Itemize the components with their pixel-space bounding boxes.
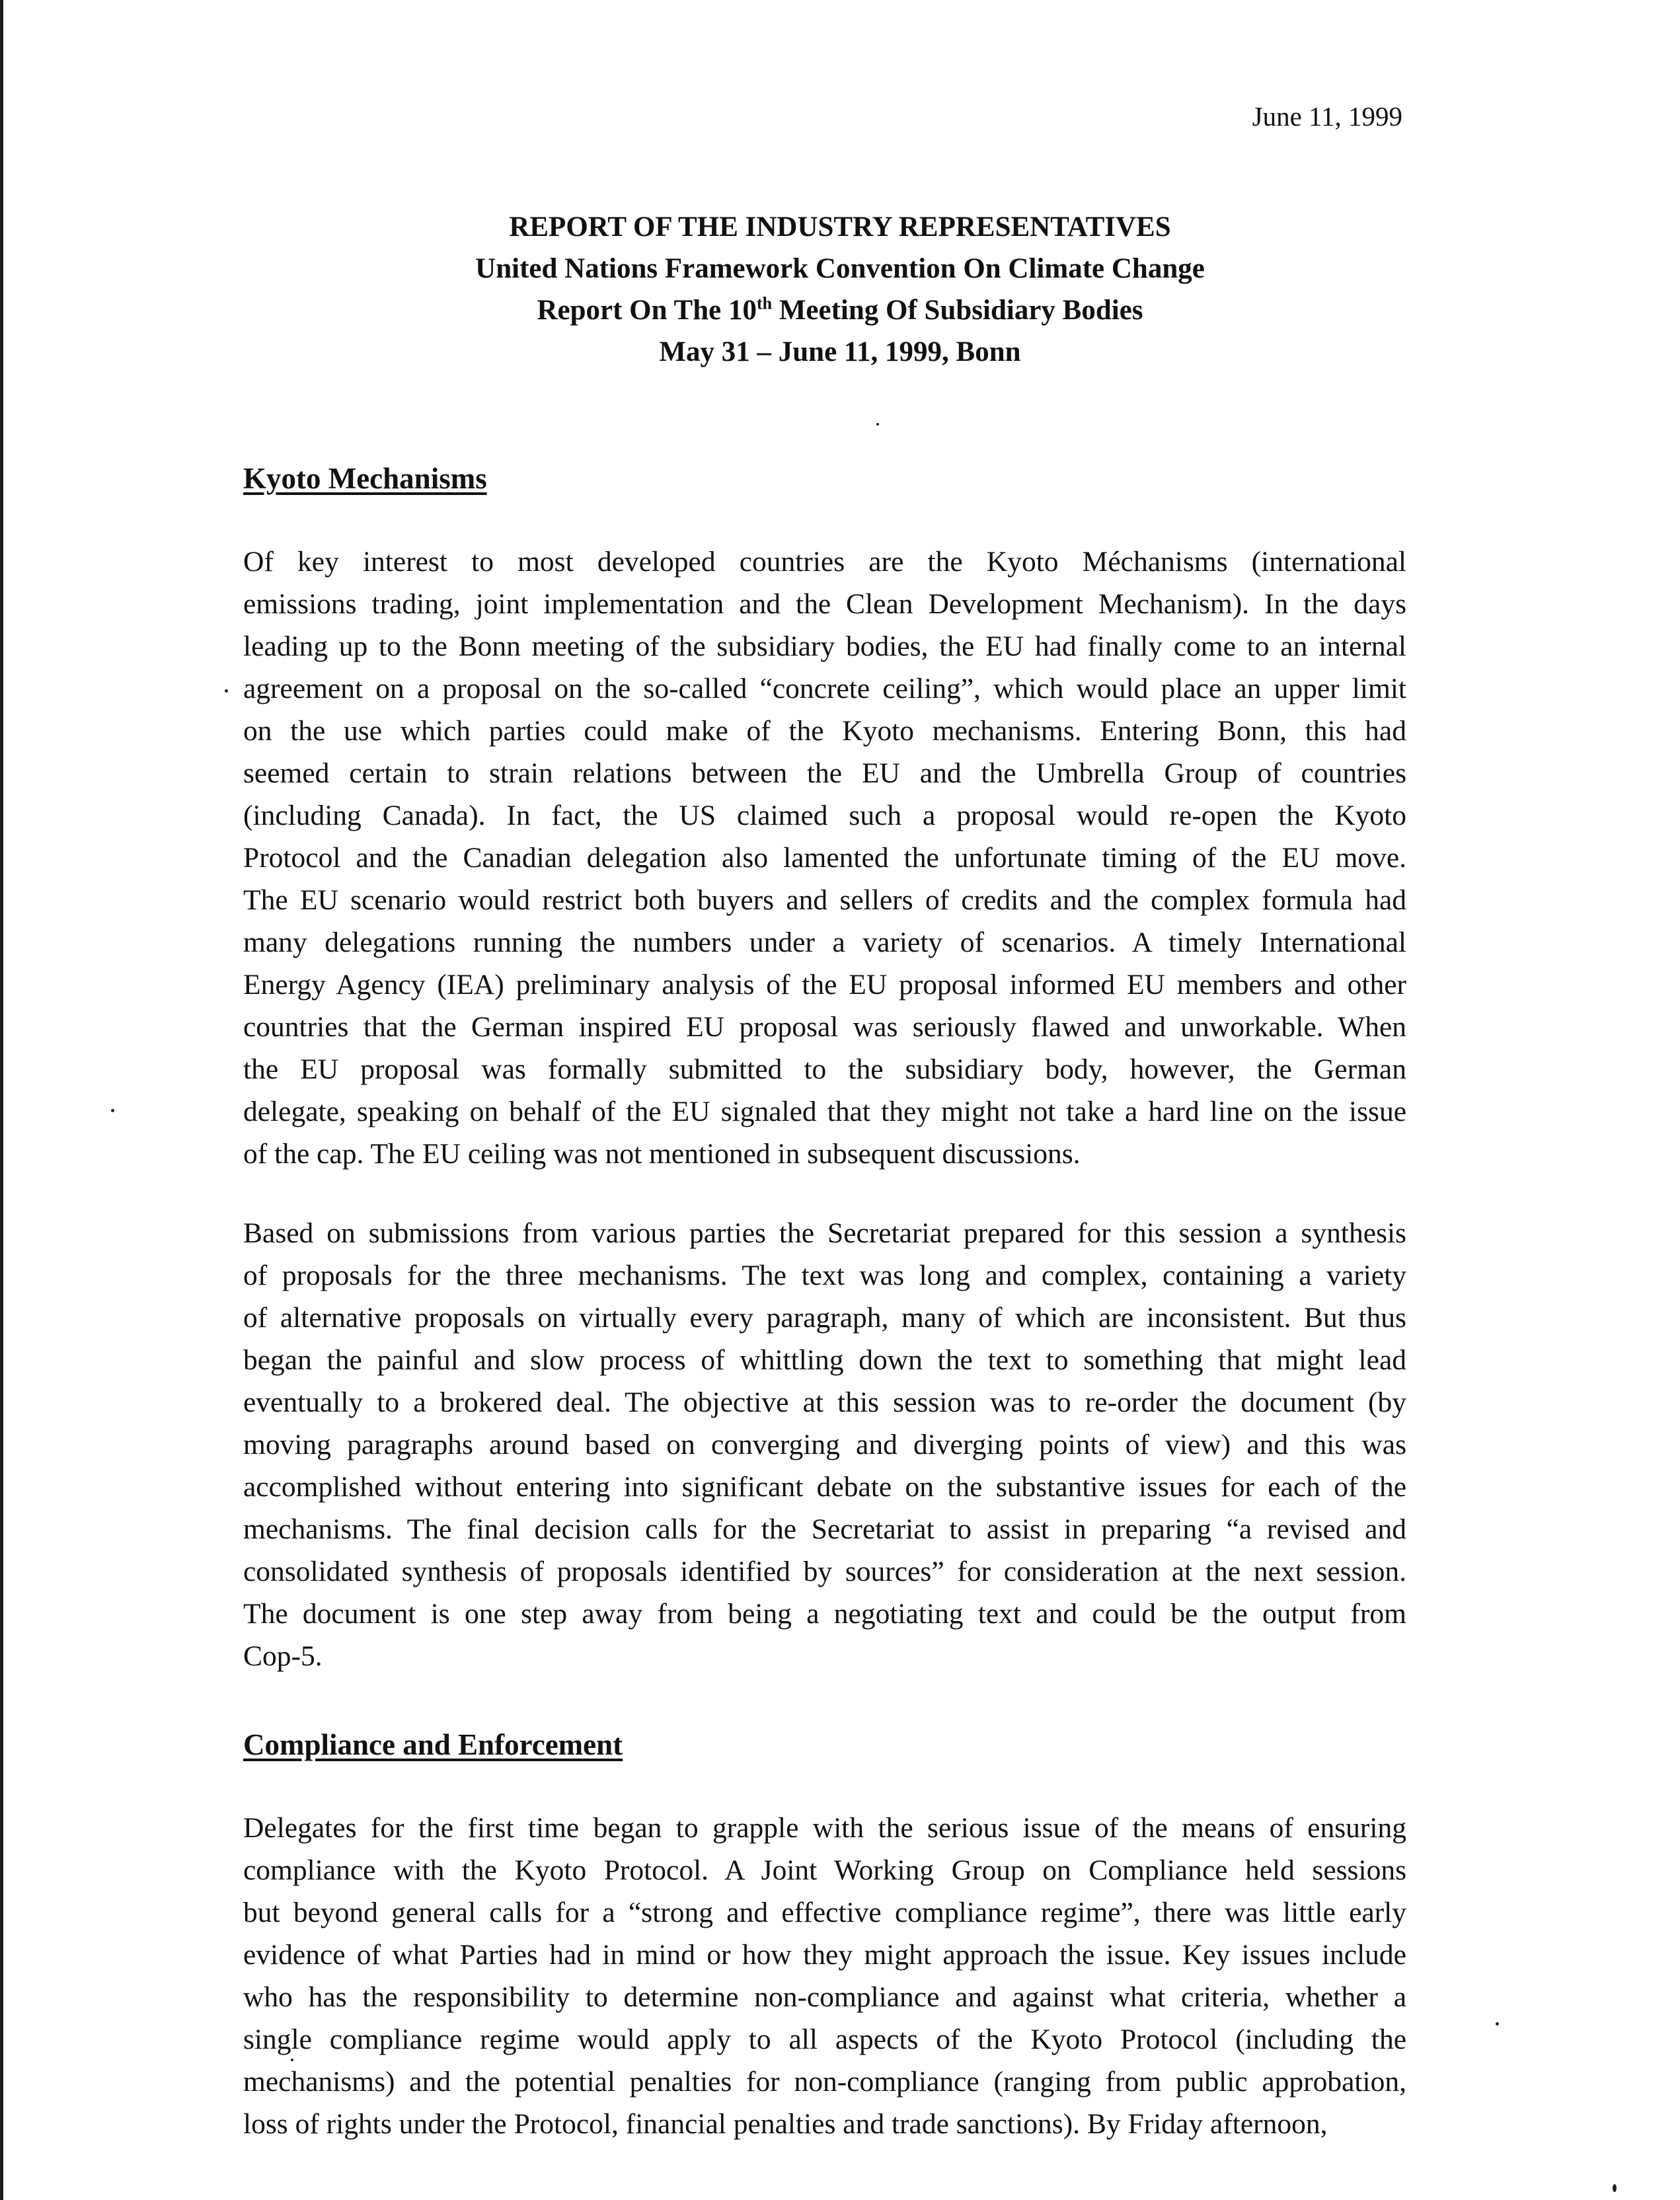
text-line: delegate, speaking on behalf of the EU signaled that they might not take a hard line on the issue: [243, 1096, 1406, 1127]
text-line: began the painful and slow process of whittling down the text to something that might lead: [243, 1344, 1406, 1376]
text-line: emissions trading, joint implementation and the Clean Development Mechanism). In the days: [243, 588, 1406, 620]
text-line: consolidated synthesis of proposals identified by sources” for consideration at the next session.: [243, 1556, 1406, 1587]
text-line: seemed certain to strain relations between the EU and the Umbrella Group of countries: [243, 757, 1406, 789]
text-line: evidence of what Parties had in mind or how they might approach the issue. Key issues include: [243, 1939, 1406, 1971]
text-line: on the use which parties could make of the Kyoto mechanisms. Entering Bonn, this had: [243, 715, 1406, 747]
paragraph-kyoto-2: [243, 1212, 1406, 1677]
text-line: moving paragraphs around based on converging and diverging points of view) and this was: [243, 1429, 1406, 1460]
paragraph-kyoto-1: [243, 541, 1406, 1175]
text-line: but beyond general calls for a “strong and effective compliance regime”, there was little early: [243, 1897, 1406, 1928]
text-line: Of key interest to most developed countries are the Kyoto Méchanisms (international: [243, 546, 1406, 578]
text-line: many delegations running the numbers under a variety of scenarios. A timely International: [243, 927, 1406, 958]
report-meeting: [0, 289, 1680, 331]
text-line: Delegates for the first time began to grapple with the serious issue of the means of ensuring: [243, 1812, 1406, 1844]
text-line: The document is one step away from being a negotiating text and could be the output from: [243, 1598, 1406, 1630]
text-line: of alternative proposals on virtually every paragraph, many of which are inconsistent. But thus: [243, 1302, 1406, 1334]
report-title: REPORT OF THE INDUSTRY REPRESENTATIVES: [509, 211, 1171, 243]
report-subtitle: United Nations Framework Convention On Climate Change: [475, 253, 1205, 284]
text-line: of proposals for the three mechanisms. The text was long and complex, containing a variety: [243, 1260, 1406, 1291]
text-line: mechanisms) and the potential penalties for non-compliance (ranging from public approbation,: [243, 2066, 1406, 2098]
document-date: June 11, 1999: [1252, 101, 1402, 132]
text-line: loss of rights under the Protocol, financial penalties and trade sanctions). By Friday afternoon,: [243, 2108, 1328, 2140]
section-heading-compliance-enforcement: Compliance and Enforcement: [243, 1728, 623, 1761]
ordinal-suffix: th: [756, 293, 773, 313]
text-line: accomplished without entering into significant debate on the substantive issues for each of the: [243, 1471, 1406, 1503]
text-line: of the cap. The EU ceiling was not mentioned in subsequent discussions.: [243, 1138, 1081, 1170]
scan-speck: [1496, 2022, 1499, 2026]
text-line: eventually to a brokered deal. The objective at this session was to re-order the document (by: [243, 1386, 1406, 1418]
text-line: the EU proposal was formally submitted to the subsidiary body, however, the German: [243, 1053, 1406, 1085]
text-line: who has the responsibility to determine non-compliance and against what criteria, whether a: [243, 1981, 1406, 2013]
text-line: single compliance regime would apply to all aspects of the Kyoto Protocol (including the: [243, 2024, 1406, 2055]
scan-speck: [111, 1109, 114, 1112]
report-dates: May 31 – June 11, 1999, Bonn: [659, 336, 1021, 367]
text-line: Energy Agency (IEA) preliminary analysis of the EU proposal informed EU members and other: [243, 969, 1406, 1001]
text-line: mechanisms. The final decision calls for the Secretariat to assist in preparing “a revised and: [243, 1513, 1406, 1545]
text-line: compliance with the Kyoto Protocol. A Joint Working Group on Compliance held sessions: [243, 1854, 1406, 1886]
report-meeting-text-rest: Meeting Of Subsidiary Bodies: [772, 295, 1143, 326]
scan-speck: [876, 423, 879, 426]
text-line: Based on submissions from various parties the Secretariat prepared for this session a synthesis: [243, 1217, 1406, 1249]
text-line: Protocol and the Canadian delegation also lamented the unfortunate timing of the EU move.: [243, 842, 1406, 874]
text-line: countries that the German inspired EU proposal was seriously flawed and unworkable. When: [243, 1011, 1406, 1043]
text-line: Cop-5.: [243, 1640, 323, 1672]
text-line: The EU scenario would restrict both buyers and sellers of credits and the complex formula had: [243, 884, 1406, 916]
scan-speck: [225, 689, 228, 693]
report-meeting-text: Report On The 10: [537, 295, 757, 326]
text-line: agreement on a proposal on the so-called “concrete ceiling”, which would place an upper limit: [243, 673, 1406, 704]
scan-speck: [1613, 2184, 1617, 2192]
scan-speck: [291, 2059, 293, 2061]
paragraph-compliance-1: [243, 1807, 1406, 2145]
report-header: [0, 206, 1680, 373]
text-line: (including Canada). In fact, the US claimed such a proposal would re-open the Kyoto: [243, 800, 1406, 831]
text-line: leading up to the Bonn meeting of the subsidiary bodies, the EU had finally come to an internal: [243, 630, 1406, 662]
section-heading-kyoto-mechanisms: Kyoto Mechanisms: [243, 462, 487, 495]
